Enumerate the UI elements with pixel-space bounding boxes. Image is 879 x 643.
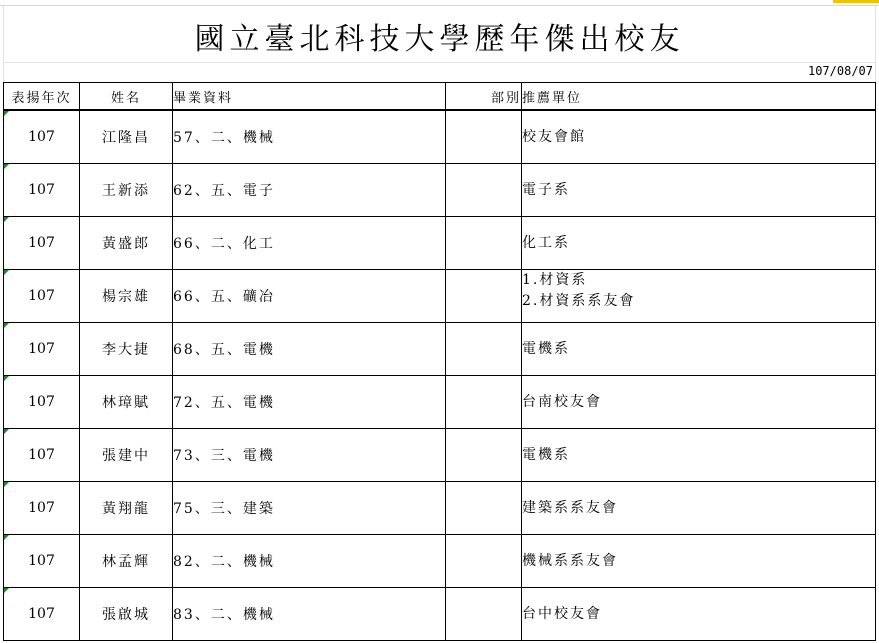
table-header-row bbox=[4, 83, 876, 111]
cell-marker-icon bbox=[4, 217, 9, 222]
table-row bbox=[4, 110, 876, 164]
cell-year[interactable]: 107 bbox=[4, 588, 80, 641]
report-date: 107/08/07 bbox=[807, 64, 873, 78]
cell-graduation[interactable]: 75、三、建築 bbox=[173, 482, 446, 535]
cell-unit[interactable] bbox=[522, 376, 876, 429]
cell-year[interactable]: 107 bbox=[4, 323, 80, 376]
cell-unit[interactable] bbox=[522, 217, 876, 270]
cell-unit[interactable] bbox=[522, 588, 876, 641]
table-row bbox=[4, 482, 876, 535]
cell-name[interactable]: 楊宗雄 bbox=[80, 270, 173, 323]
alumni-table bbox=[3, 82, 876, 641]
table-row bbox=[4, 376, 876, 429]
unit-line: 化工系 bbox=[522, 234, 570, 251]
unit-line: 機械系系友會 bbox=[522, 552, 618, 569]
cell-year[interactable]: 107 bbox=[4, 535, 80, 588]
cell-marker-icon bbox=[4, 164, 9, 169]
cell-graduation[interactable]: 68、五、電機 bbox=[173, 323, 446, 376]
cell-year[interactable]: 107 bbox=[4, 429, 80, 482]
cell-marker-icon bbox=[4, 535, 9, 540]
cell-unit[interactable] bbox=[522, 323, 876, 376]
cell-department[interactable] bbox=[446, 164, 522, 217]
cell-department[interactable] bbox=[446, 535, 522, 588]
unit-line: 台南校友會 bbox=[522, 393, 602, 410]
cell-department[interactable] bbox=[446, 323, 522, 376]
cell-name[interactable]: 張啟城 bbox=[80, 588, 173, 641]
cell-unit[interactable] bbox=[522, 110, 876, 164]
unit-line: 電機系 bbox=[522, 446, 570, 463]
unit-line: 電機系 bbox=[522, 340, 570, 357]
cell-name[interactable]: 黃盛郎 bbox=[80, 217, 173, 270]
gridline bbox=[3, 62, 875, 63]
cell-department[interactable] bbox=[446, 429, 522, 482]
cell-name[interactable]: 江隆昌 bbox=[80, 110, 173, 164]
cell-department[interactable] bbox=[446, 110, 522, 164]
cell-name[interactable]: 林璋賦 bbox=[80, 376, 173, 429]
cell-department[interactable] bbox=[446, 217, 522, 270]
unit-line: 1.材資系 bbox=[522, 272, 588, 288]
unit-line: 2.材資系系友會 bbox=[522, 293, 636, 309]
cell-department[interactable] bbox=[446, 588, 522, 641]
table-row bbox=[4, 535, 876, 588]
cell-marker-icon bbox=[4, 482, 9, 487]
table-row bbox=[4, 323, 876, 376]
table-row bbox=[4, 429, 876, 482]
cell-name[interactable]: 林孟輝 bbox=[80, 535, 173, 588]
cell-unit[interactable] bbox=[522, 429, 876, 482]
cell-graduation[interactable]: 72、五、電機 bbox=[173, 376, 446, 429]
cell-graduation[interactable]: 62、五、電子 bbox=[173, 164, 446, 217]
cell-graduation[interactable]: 73、三、電機 bbox=[173, 429, 446, 482]
cell-year[interactable]: 107 bbox=[4, 376, 80, 429]
cell-year[interactable]: 107 bbox=[4, 110, 80, 164]
cell-marker-icon bbox=[4, 111, 9, 116]
header-unit[interactable]: 推薦單位 bbox=[522, 83, 876, 111]
cell-name[interactable]: 張建中 bbox=[80, 429, 173, 482]
cell-unit[interactable] bbox=[522, 482, 876, 535]
sheet-top-strip bbox=[0, 0, 879, 6]
header-department[interactable]: 部別 bbox=[446, 83, 522, 111]
header-graduation[interactable]: 畢業資料 bbox=[173, 83, 446, 111]
cell-marker-icon bbox=[4, 429, 9, 434]
cell-name[interactable]: 王新添 bbox=[80, 164, 173, 217]
table-row bbox=[4, 164, 876, 217]
cell-marker-icon bbox=[4, 588, 9, 593]
cell-graduation[interactable]: 83、二、機械 bbox=[173, 588, 446, 641]
unit-line: 校友會館 bbox=[522, 128, 586, 145]
corner-accent bbox=[833, 0, 879, 3]
cell-year[interactable]: 107 bbox=[4, 482, 80, 535]
cell-marker-icon bbox=[4, 323, 9, 328]
cell-year[interactable]: 107 bbox=[4, 270, 80, 323]
table-row bbox=[4, 270, 876, 323]
cell-unit[interactable] bbox=[522, 535, 876, 588]
cell-year[interactable]: 107 bbox=[4, 217, 80, 270]
header-year[interactable]: 表揚年次 bbox=[4, 83, 80, 111]
cell-department[interactable] bbox=[446, 482, 522, 535]
cell-marker-icon bbox=[4, 270, 9, 275]
cell-department[interactable] bbox=[446, 270, 522, 323]
unit-line: 電子系 bbox=[522, 181, 570, 198]
cell-department[interactable] bbox=[446, 376, 522, 429]
cell-unit[interactable] bbox=[522, 164, 876, 217]
unit-line: 台中校友會 bbox=[522, 605, 602, 622]
header-name[interactable]: 姓名 bbox=[80, 83, 173, 111]
cell-name[interactable]: 李大捷 bbox=[80, 323, 173, 376]
table-row bbox=[4, 217, 876, 270]
cell-graduation[interactable]: 66、五、礦冶 bbox=[173, 270, 446, 323]
table-row bbox=[4, 588, 876, 641]
cell-graduation[interactable]: 66、二、化工 bbox=[173, 217, 446, 270]
cell-graduation[interactable]: 82、二、機械 bbox=[173, 535, 446, 588]
cell-name[interactable]: 黃翔龍 bbox=[80, 482, 173, 535]
cell-unit[interactable] bbox=[522, 270, 876, 323]
cell-graduation[interactable]: 57、二、機械 bbox=[173, 110, 446, 164]
cell-marker-icon bbox=[4, 376, 9, 381]
unit-line: 建築系系友會 bbox=[522, 499, 618, 516]
cell-year[interactable]: 107 bbox=[4, 164, 80, 217]
page-title: 國立臺北科技大學歷年傑出校友 bbox=[194, 22, 685, 57]
